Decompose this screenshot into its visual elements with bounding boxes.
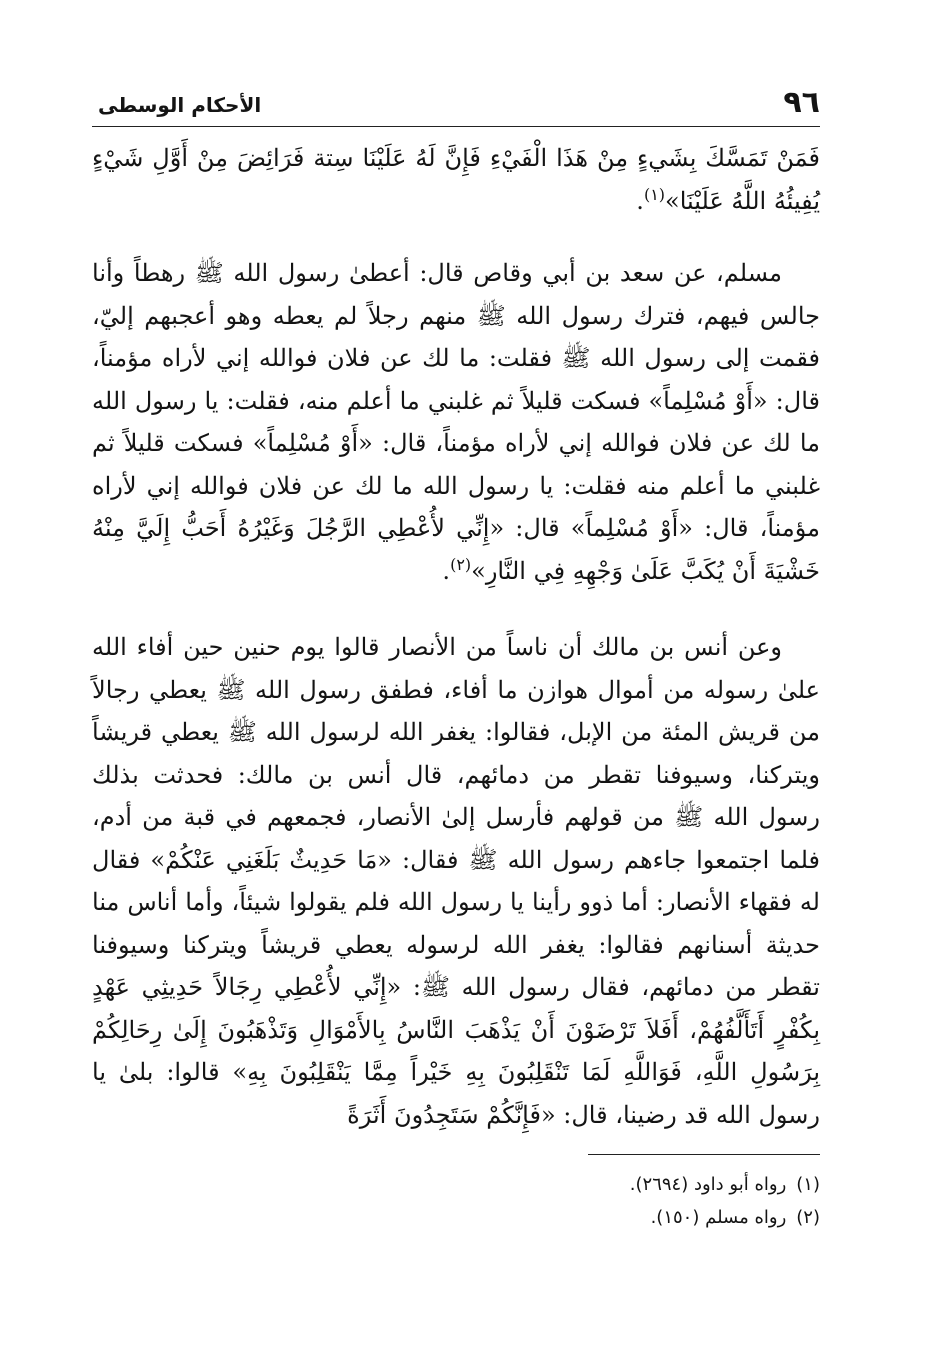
footnote-divider: [588, 1154, 820, 1155]
footnote-1-number: (١): [796, 1174, 820, 1195]
footnote-1-text: رواه أبو داود (٢٦٩٤).: [629, 1174, 787, 1195]
footnote-1: [92, 1168, 820, 1201]
paragraph-saad-text: مسلم، عن سعد بن أبي وقاص قال: أعطىٰ رسول الله ﷺ رهطاً وأنا جالس فيهم، فترك رسول الله ﷺ منهم رجلاً لم يعطه وهو أعجبهم إليّ، فقمت إلى رسول الله ﷺ فقلت: ما لك عن فلان فوالله إني لأراه مؤمناً، قال: «أَوْ مُسْلِماً» فسكت قليلاً ثم غلبني ما أعلم منه، فقلت: يا رسول الله ما لك عن فلان فوالله إني لأراه مؤمناً، قال: «أَوْ مُسْلِماً» فسكت قليلاً ثم غلبني ما أعلم منه فقلت: يا رسول الله ما لك عن فلان فوالله إني لأراه مؤمناً، قال: «أَوْ مُسْلِماً» قال: «إِنِّي لأُعْطِي الرَّجُلَ وَغَيْرُهُ أَحَبُّ إِلَيَّ مِنْهُ خَشْيَةَ أَنْ يُكَبَّ عَلَىٰ وَجْهِهِ فِي النَّارِ»: [92, 259, 821, 585]
paragraph-gap: [92, 592, 820, 626]
paragraph-gap: [92, 222, 820, 252]
footnote-ref-2: (٢): [450, 554, 472, 574]
main-text: [92, 137, 820, 1136]
book-page: [92, 86, 820, 1316]
continuation-quote: فَمَنْ تَمَسَّكَ بِشَيءٍ مِنْ هَذَا الْفَيْءِ فَإِنَّ لَهُ عَلَيْنَا سِتة فَرَائِضَ مِنْ أَوَّلِ شَيْءٍ يُفِيئُهُ اللَّهُ عَلَيْنَا»: [92, 144, 820, 215]
continuation-end: .: [636, 186, 644, 215]
paragraph-saad: [92, 252, 820, 592]
page-number: ٩٦: [783, 85, 820, 120]
footnote-2-number: (٢): [796, 1207, 820, 1228]
paragraph-anas: [92, 626, 820, 1136]
book-title: الأحكام الوسطى: [98, 93, 262, 117]
footnotes: [92, 1168, 820, 1234]
footnote-ref-1: (١): [643, 184, 666, 204]
paragraph-anas-text: وعن أنس بن مالك أن ناساً من الأنصار قالوا يوم حنين حين أفاء الله علىٰ رسوله من أموال هوازن ما أفاء، فطفق رسول الله ﷺ يعطي رجالاً من قريش المئة من الإبل، فقالوا: يغفر الله لرسول الله ﷺ يعطي قريشاً ويتركنا، وسيوفنا تقطر من دمائهم، قال أنس بن مالك: فحدثت بذلك رسول الله ﷺ من قولهم فأرسل إلىٰ الأنصار، فجمعهم في قبة من أدم، فلما اجتمعوا جاءهم رسول الله ﷺ فقال: «مَا حَدِيثٌ بَلَغَنِي عَنْكُمْ» فقال له فقهاء الأنصار: أما ذوو رأينا يا رسول الله فلم يقولوا شيئاً، وأما أناس منا حديثة أسنانهم فقالوا: يغفر الله لرسوله يعطي قريشاً ويتركنا وسيوفنا تقطر من دمائهم، فقال رسول الله ﷺ: «إِنِّي لأُعْطِي رِجَالاً حَدِيثِي عَهْدٍ بِكُفْرٍ أَتَأَلَّفُهُمْ، أَفَلاَ تَرْضَوْنَ أَنْ يَذْهَبَ النَّاسُ بِالأَمْوَالِ وَتَذْهَبُونَ إِلَىٰ رِحَالِكُمْ بِرَسُولِ اللَّهِ، فَوَاللَّهِ لَمَا تَنْقَلِبُونَ بِهِ خَيْراً مِمَّا يَنْقَلِبُونَ بِهِ» قالوا: بلىٰ يا رسول الله قد رضينا، قال: «فَإِنَّكُمْ سَتَجِدُونَ أَثَرَةً: [92, 633, 821, 1129]
continuation-paragraph: [92, 137, 820, 222]
paragraph-saad-end: .: [442, 556, 451, 585]
footnote-2-text: رواه مسلم (١٥٠).: [650, 1207, 787, 1228]
footnote-2: [92, 1201, 820, 1234]
running-header: [92, 86, 820, 127]
